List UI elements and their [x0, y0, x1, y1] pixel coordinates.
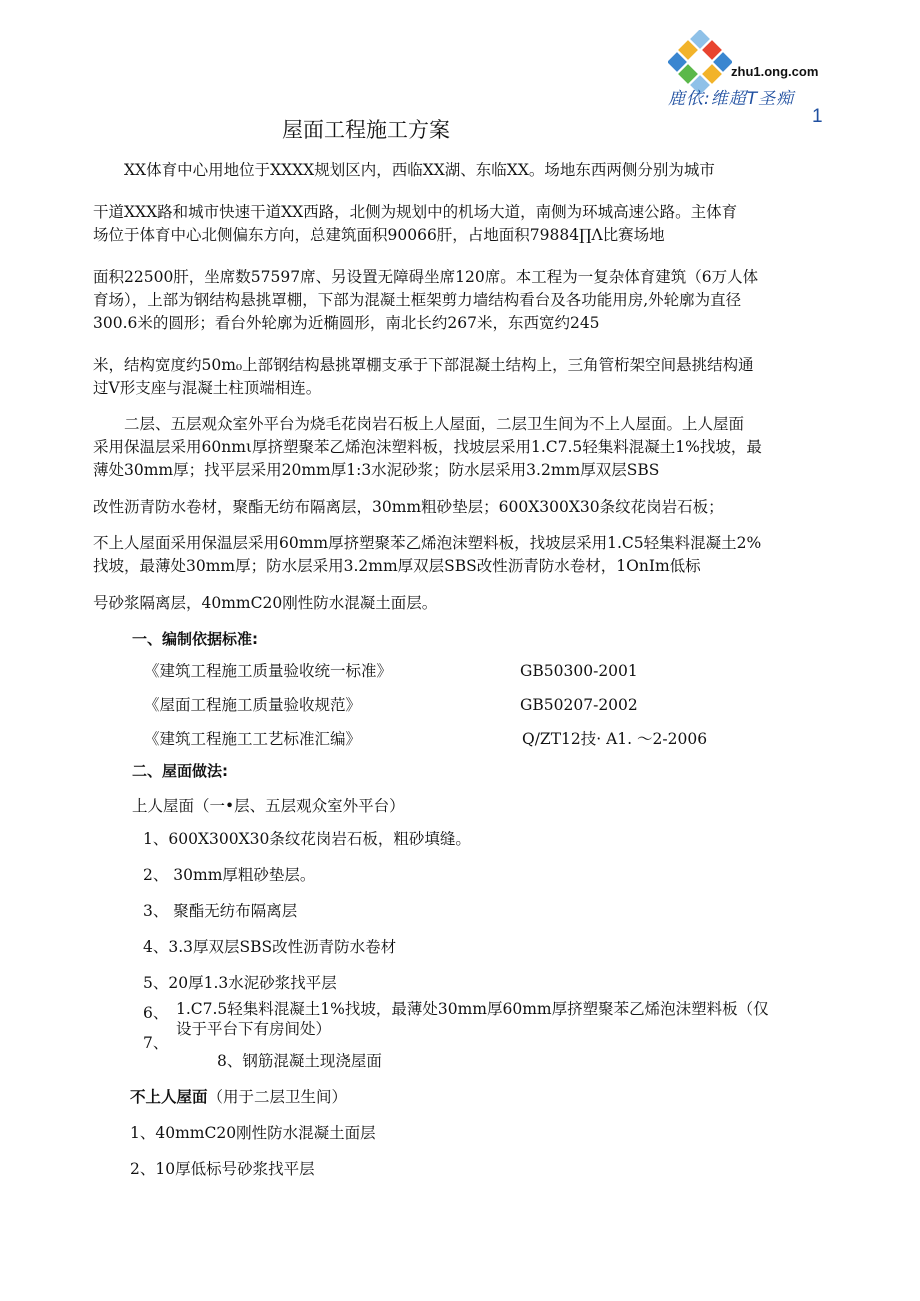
- intro-line: 面积22500肝，坐席数57597席、另设置无障碍坐席120席。本工程为一复杂体育建筑（6万人体: [93, 268, 759, 286]
- lower-roof-title: [130, 1086, 347, 1108]
- intro-line: 场位于体育中心北侧偏东方向，总建筑面积90066肝，占地面积79884∏Λ比赛场地: [93, 226, 665, 244]
- list-item: 4、3.3厚双层SBS改性沥青防水卷材: [143, 938, 397, 956]
- list-item: 5、20厚1.3水泥砂浆找平层: [143, 974, 337, 992]
- list-item: 2、10厚低标号砂浆找平层: [130, 1160, 315, 1178]
- para2-line: 不上人屋面采用保温层采用60mm厚挤塑聚苯乙烯泡沫塑料板，找坡层采用1.C5轻集料混凝土2%: [93, 534, 762, 552]
- intro-line: 育场），上部为钢结构悬挑罩棚，下部为混凝土框架剪力墙结构看台及各功能用房,外轮廓为直径: [93, 291, 742, 309]
- intro-line: 米，结构宽度约50m₀上部钢结构悬挑罩棚支承于下部混凝土结构上，三角管桁架空间悬挑结构通: [93, 356, 754, 374]
- list-item: 1.C7.5轻集料混凝土1%找坡，最薄处30mm厚60mm厚挤塑聚苯乙烯泡沫塑料板（仅: [176, 1000, 769, 1018]
- standard-code: Q/ZT12技· A1. ～2-2006: [522, 730, 708, 748]
- header-tagline: 鹿依:维超T圣痴: [668, 89, 795, 109]
- page-number: 1: [812, 106, 823, 127]
- standard-code: GB50207-2002: [520, 696, 638, 714]
- list-item: 设于平台下有房间处）: [176, 1020, 332, 1038]
- intro-line: 过V形支座与混凝土柱顶端相连。: [93, 379, 322, 397]
- para2-line: 改性沥青防水卷材，聚酯无纺布隔离层，30mm粗砂垫层；600X300X30条纹花岗岩石板；: [93, 498, 724, 516]
- site-url: zhu1.ong.com: [731, 64, 819, 79]
- para2-line: 找坡，最薄处30mm厚；防水层采用3.2mm厚双层SBS改性沥青防水卷材，1OnIm低标: [93, 557, 701, 575]
- list-item: 1、40mmC20刚性防水混凝土面层: [130, 1124, 376, 1142]
- upper-roof-title: 上人屋面（一•层、五层观众室外平台）: [132, 797, 405, 815]
- section-heading: 一、编制依据标准:: [132, 630, 258, 648]
- lower-roof-title-bold: 不上人屋面: [130, 1088, 208, 1106]
- standard-code: GB50300-2001: [520, 662, 638, 680]
- intro-line: 干道XXX路和城市快速干道XX西路，北侧为规划中的机场大道，南侧为环城高速公路。主体育: [93, 203, 738, 221]
- para2-line: 采用保温层采用60nmι厚挤塑聚苯乙烯泡沫塑料板，找坡层采用1.C7.5轻集料混凝土1%找坡，最: [93, 438, 762, 456]
- intro-line: XX体育中心用地位于XXXX规划区内，西临XX湖、东临XX。场地东西两侧分别为城市: [124, 161, 715, 179]
- para2-line: 二层、五层观众室外平台为烧毛花岗岩石板上人屋面，二层卫生间为不上人屋面。上人屋面: [124, 415, 745, 433]
- list-item: 8、钢筋混凝土现浇屋面: [217, 1052, 382, 1070]
- standard-name: 《建筑工程施工质量验收统一标准》: [144, 662, 393, 680]
- standard-name: 《建筑工程施工工艺标准汇编》: [144, 730, 362, 748]
- para2-line: 号砂浆隔离层，40mmC20刚性防水混凝土面层。: [93, 594, 438, 612]
- section-heading: 二、屋面做法:: [132, 762, 228, 780]
- list-item-number: 7、: [143, 1034, 169, 1052]
- list-item-number: 6、: [143, 1004, 169, 1022]
- lower-roof-title-rest: （用于二层卫生间）: [207, 1088, 348, 1106]
- list-item: 3、 聚酯无纺布隔离层: [143, 902, 298, 920]
- list-item: 1、600X300X30条纹花岗岩石板，粗砂填缝。: [143, 830, 471, 848]
- document-title: 屋面工程施工方案: [282, 118, 450, 142]
- standard-name: 《屋面工程施工质量验收规范》: [144, 696, 362, 714]
- list-item: 2、 30mm厚粗砂垫层。: [143, 866, 316, 884]
- para2-line: 薄处30mm厚；找平层采用20mm厚1:3水泥砂浆；防水层采用3.2mm厚双层SBS: [93, 461, 660, 479]
- intro-line: 300.6米的圆形；看台外轮廓为近椭圆形，南北长约267米，东西宽约245: [93, 314, 600, 332]
